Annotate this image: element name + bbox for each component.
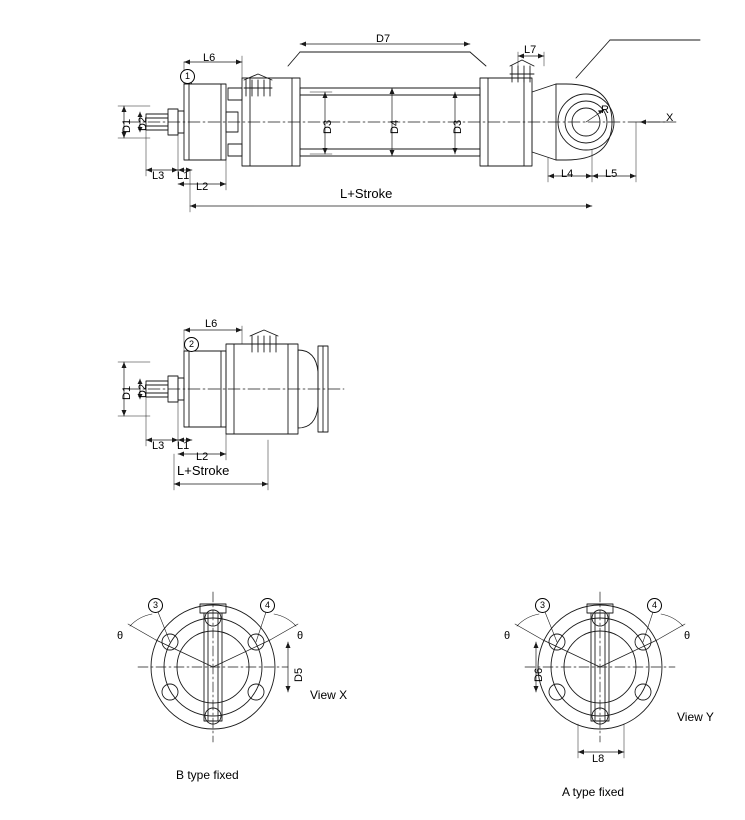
label-L2-second: L2: [196, 451, 209, 463]
label-theta-right-viewy: θ: [684, 630, 691, 642]
balloon-item-4-viewx: 4: [260, 598, 275, 613]
label-L7-main: L7: [524, 44, 537, 56]
label-D7-main: D7: [376, 33, 391, 45]
label-D3-right-main: D3: [452, 119, 464, 134]
label-L6-main: L6: [203, 52, 216, 64]
label-theta-left-viewy: θ: [504, 630, 511, 642]
label-L3-second: L3: [152, 440, 165, 452]
label-L2-main: L2: [196, 181, 209, 193]
label-D6-viewy: D6: [533, 667, 545, 682]
caption-b-type-fixed: B type fixed: [176, 768, 239, 782]
label-L4-main: L4: [561, 168, 574, 180]
label-L5-main: L5: [605, 168, 618, 180]
label-D3-left-main: D3: [322, 119, 334, 134]
label-R-main: R: [601, 104, 609, 116]
label-D1-second: D1: [121, 385, 133, 400]
label-L1-second: L1: [177, 440, 190, 452]
label-L-stroke-main: L+Stroke: [340, 186, 393, 201]
balloon-item-3-viewy: 3: [535, 598, 550, 613]
label-L-stroke-second: L+Stroke: [177, 463, 230, 478]
balloon-item-1: 1: [180, 69, 195, 84]
label-theta-left-viewx: θ: [117, 630, 124, 642]
balloon-item-3-viewx: 3: [148, 598, 163, 613]
label-D2-second: D2: [137, 383, 149, 398]
caption-a-type-fixed: A type fixed: [562, 785, 625, 799]
caption-view-y: View Y: [677, 710, 714, 724]
label-L1-main: L1: [177, 170, 190, 182]
balloon-item-4-viewy: 4: [647, 598, 662, 613]
balloon-item-2: 2: [184, 337, 199, 352]
label-L3-main: L3: [152, 170, 165, 182]
label-D5-viewx: D5: [293, 667, 305, 682]
label-D2-main: D2: [137, 116, 149, 131]
label-X-arrow: X: [666, 112, 674, 124]
label-L8-viewy: L8: [592, 753, 605, 765]
label-D1-main: D1: [121, 118, 133, 133]
caption-view-x: View X: [310, 688, 348, 702]
label-D4-main: D4: [389, 119, 401, 134]
label-L6-second: L6: [205, 318, 218, 330]
label-theta-right-viewx: θ: [297, 630, 304, 642]
